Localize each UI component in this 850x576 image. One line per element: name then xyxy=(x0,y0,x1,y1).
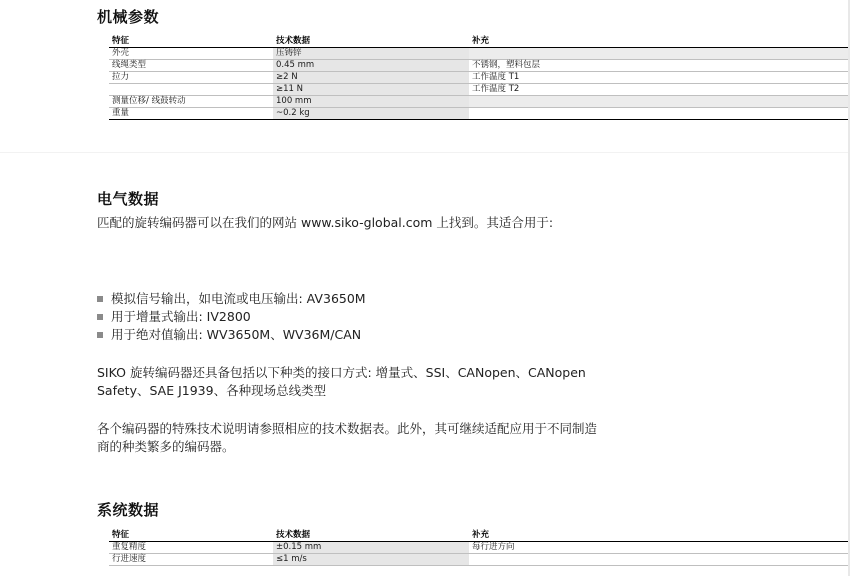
cell-tech-data: 压铸锌 xyxy=(273,48,469,60)
section-divider xyxy=(0,152,848,153)
list-item xyxy=(97,326,366,344)
cell-tech-data: 100 mm xyxy=(273,96,469,108)
cell-feature: 重复精度 xyxy=(109,542,273,554)
table-row xyxy=(109,84,848,96)
mechanical-title: 机械参数 xyxy=(97,8,160,26)
list-item-text: 用于增量式输出: IV2800 xyxy=(111,309,251,324)
cell-tech-data: ≤1 m/s xyxy=(273,554,469,566)
system-title: 系统数据 xyxy=(97,501,160,519)
table-row xyxy=(109,542,848,554)
header-tech-data: 技术数据 xyxy=(273,36,469,48)
cell-remark: 工作温度 T1 xyxy=(469,72,848,84)
bullet-square-icon xyxy=(97,296,103,302)
cell-tech-data: 0.45 mm xyxy=(273,60,469,72)
cell-feature: 重量 xyxy=(109,108,273,120)
cell-tech-data: ≥2 N xyxy=(273,72,469,84)
cell-remark xyxy=(469,96,848,108)
header-feature: 特征 xyxy=(109,530,273,542)
header-remark: 补充 xyxy=(469,530,848,542)
table-row xyxy=(109,96,848,108)
table-row xyxy=(109,60,848,72)
cell-remark xyxy=(469,554,848,566)
list-item-text: 模拟信号输出，如电流或电压输出: AV3650M xyxy=(111,291,366,306)
cell-feature: 行进速度 xyxy=(109,554,273,566)
interface-paragraph: SIKO 旋转编码器还具备包括以下种类的接口方式: 增量式、SSI、CANopen、CANopen Safety、SAE J1939、各种现场总线类型 xyxy=(97,365,586,398)
list-item-text: 用于绝对值输出: WV3650M、WV36M/CAN xyxy=(111,327,362,342)
cell-feature: 拉力 xyxy=(109,72,273,84)
cell-remark xyxy=(469,48,848,60)
system-table xyxy=(109,530,848,566)
table-row xyxy=(109,48,848,60)
table-row xyxy=(109,554,848,566)
electrical-title: 电气数据 xyxy=(97,190,160,208)
cell-tech-data: ±0.15 mm xyxy=(273,542,469,554)
list-item xyxy=(97,290,366,308)
cell-remark xyxy=(469,108,848,120)
header-feature: 特征 xyxy=(109,36,273,48)
table-row xyxy=(109,108,848,120)
cell-remark: 每行进方向 xyxy=(469,542,848,554)
electrical-intro: 匹配的旋转编码器可以在我们的网站 www.siko-global.com 上找到。其适合用于: xyxy=(97,215,554,230)
header-remark: 补充 xyxy=(469,36,848,48)
encoder-list xyxy=(97,290,366,344)
cell-remark: 工作温度 T2 xyxy=(469,84,848,96)
cell-tech-data: ≥11 N xyxy=(273,84,469,96)
header-tech-data: 技术数据 xyxy=(273,530,469,542)
cell-feature: 线绳类型 xyxy=(109,60,273,72)
datasheet-paragraph: 各个编码器的特殊技术说明请参照相应的技术数据表。此外，其可继续适配应用于不同制造商的种类繁多的编码器。 xyxy=(97,421,598,454)
bullet-square-icon xyxy=(97,332,103,338)
mechanical-table xyxy=(109,36,848,120)
list-item xyxy=(97,308,366,326)
bullet-square-icon xyxy=(97,314,103,320)
cell-tech-data: ~0.2 kg xyxy=(273,108,469,120)
cell-feature xyxy=(109,84,273,96)
cell-remark: 不锈钢，塑料包层 xyxy=(469,60,848,72)
table-row xyxy=(109,72,848,84)
cell-feature: 外壳 xyxy=(109,48,273,60)
cell-feature: 测量位移/ 线鼓转动 xyxy=(109,96,273,108)
